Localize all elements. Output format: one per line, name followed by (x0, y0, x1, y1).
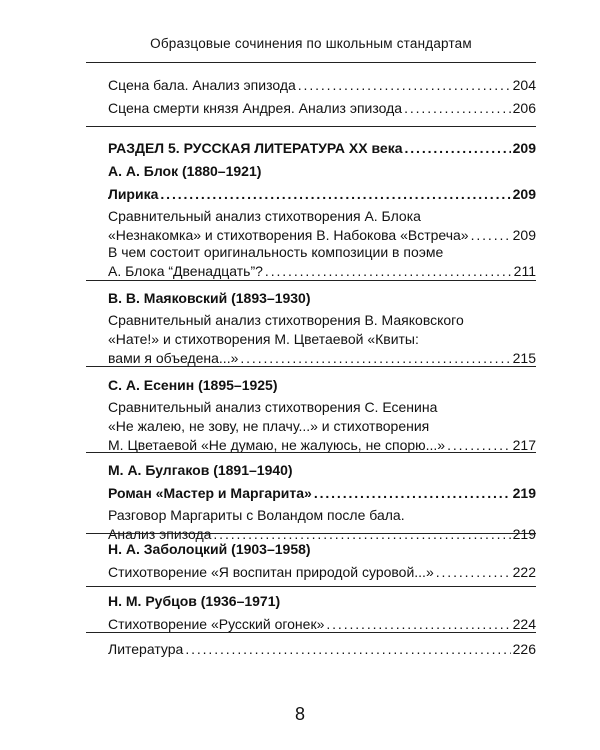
page-ref: 219 (512, 485, 536, 501)
section-rule (86, 126, 536, 127)
page-ref: 206 (512, 100, 536, 116)
toc-author-heading: Н. М. Рубцов (1936–1971) (108, 593, 281, 609)
section-rule (86, 632, 536, 633)
toc-entry[interactable]: Сцена смерти князя Андрея. Анализ эпизода . . . 206 (108, 99, 536, 118)
page-number: 8 (294, 704, 305, 724)
toc-section-heading[interactable]: РАЗДЕЛ 5. РУССКАЯ ЛИТЕРАТУРА XX века . . . 209 (108, 139, 536, 158)
toc-entry[interactable]: Литература . . . 226 (108, 640, 536, 659)
toc-entry[interactable]: Стихотворение «Я воспитан природой суровой...» . . . 222 (108, 563, 536, 582)
page-ref: 222 (512, 564, 536, 580)
toc-entry[interactable]: Стихотворение «Русский огонек» . . . 224 (108, 615, 536, 634)
page-ref: 211 (513, 263, 536, 279)
section-rule (86, 366, 536, 367)
toc-entry[interactable]: Сравнительный анализ стихотворения С. Есенина «Не жалею, не зову, не плачу...» и стихотворения М. Цветаевой «Не думаю, не жалуюсь, не спорю...» . . . 217 (108, 398, 536, 455)
toc-author-heading: С. А. Есенин (1895–1925) (108, 377, 278, 393)
toc-author-heading: А. А. Блок (1880–1921) (108, 163, 262, 179)
page-ref: 209 (512, 140, 536, 156)
toc-subheading[interactable]: Роман «Мастер и Маргарита» . . . 219 (108, 484, 536, 503)
page-ref: 209 (512, 186, 536, 202)
section-rule (86, 280, 536, 281)
toc-entry[interactable]: Сцена бала. Анализ эпизода . . . 204 (108, 76, 536, 95)
page-ref: 217 (512, 437, 536, 453)
page-ref: 219 (512, 526, 536, 542)
toc-entry[interactable]: В чем состоит оригинальность композиции в поэме А. Блока “Двенадцать”? . . . 211 (108, 243, 536, 281)
toc-subheading[interactable]: Лирика . . . 209 (108, 185, 536, 204)
toc-entry[interactable]: Сравнительный анализ стихотворения В. Маяковского «Нате!» и стихотворения М. Цветаевой «Квиты: вами я объедена...» . . . 215 (108, 311, 536, 368)
page-ref: 209 (512, 227, 536, 243)
running-head: Образцовые сочинения по школьным стандартам (150, 36, 472, 51)
header-rule (86, 62, 536, 63)
section-rule (86, 452, 536, 453)
toc-entry[interactable]: Разговор Маргариты с Воландом после бала. Анализ эпизода . . . 219 (108, 506, 536, 544)
page-ref: 224 (512, 616, 536, 632)
page-ref: 204 (512, 77, 536, 93)
toc-author-heading: М. А. Булгаков (1891–1940) (108, 462, 293, 478)
page-ref: 215 (512, 350, 536, 366)
section-rule (86, 533, 536, 534)
toc-author-heading: В. В. Маяковский (1893–1930) (108, 290, 311, 306)
page-ref: 226 (512, 641, 536, 657)
toc-entry[interactable]: Сравнительный анализ стихотворения А. Блока «Незнакомка» и стихотворения В. Набокова «Встреча» . . . 209 (108, 207, 536, 245)
toc-author-heading: Н. А. Заболоцкий (1903–1958) (108, 541, 311, 557)
section-rule (86, 586, 536, 587)
